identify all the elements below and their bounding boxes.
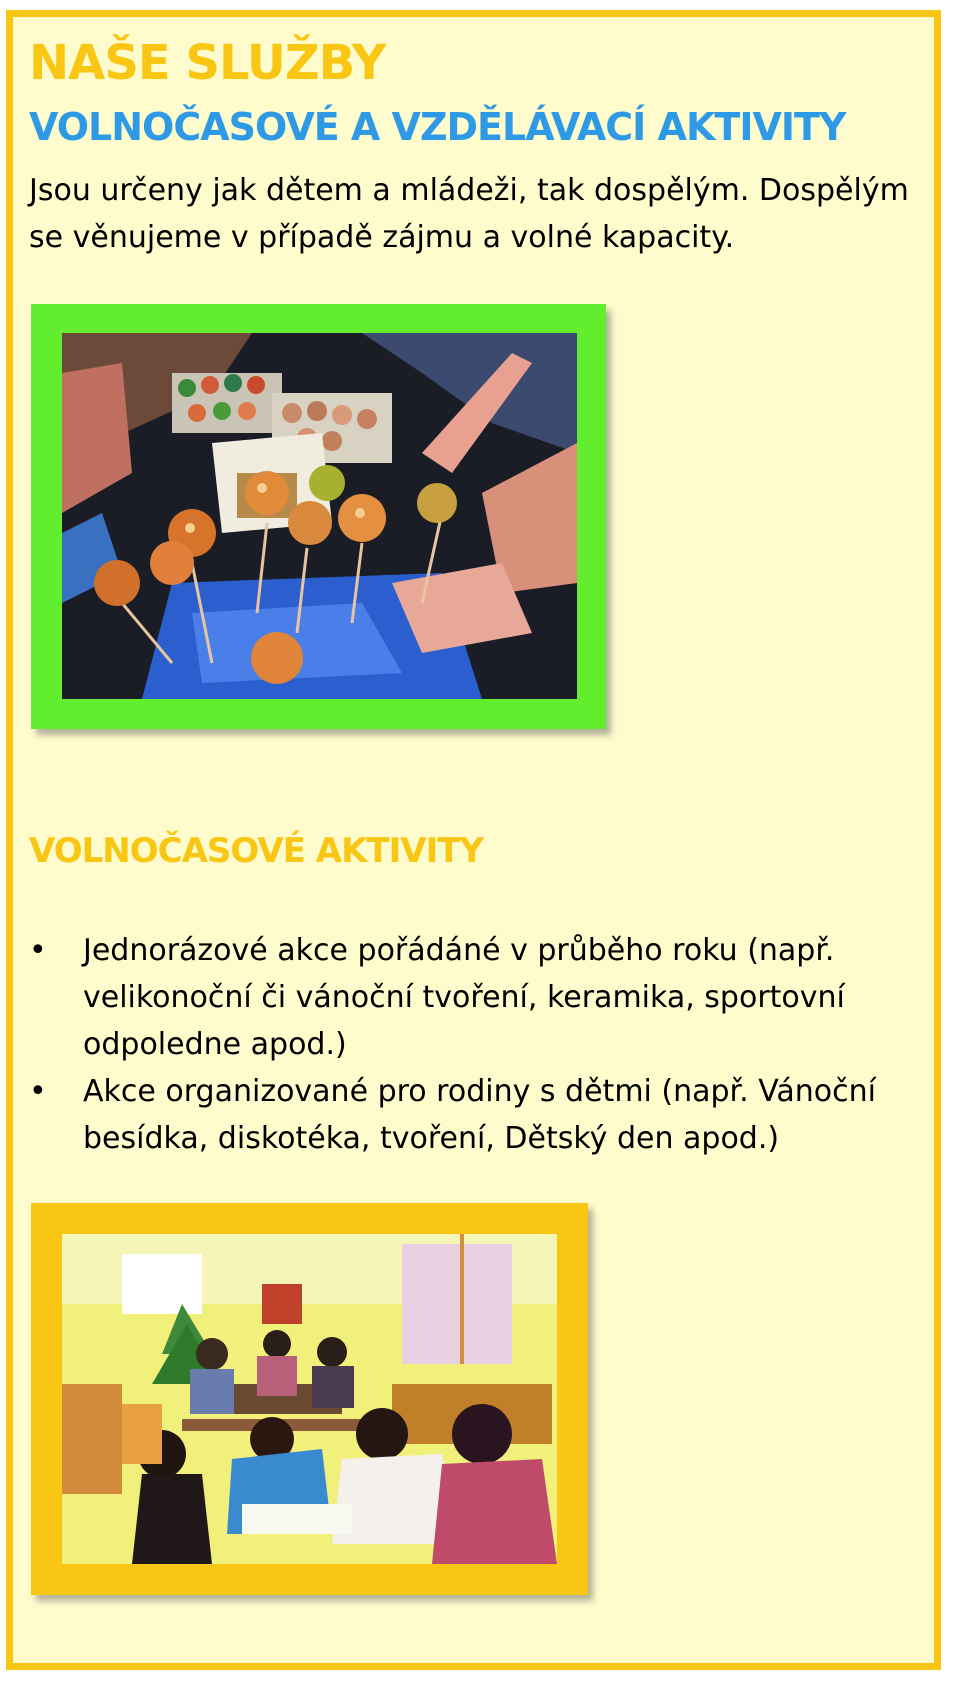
bullet-icon: • [29,1074,47,1109]
bullet-icon: • [29,933,47,968]
page-title: NAŠE SLUŽBY [29,35,386,91]
flyer-page [6,10,941,1670]
list-item-text: Akce organizované pro rodiny s dětmi (např. Vánoční besídka, diskotéka, tvoření, Dětský den apod.) [83,1074,876,1156]
page-subtitle: VOLNOČASOVÉ A VZDĚLÁVACÍ AKTIVITY [29,105,846,149]
list-item-text: Jednorázové akce pořádáné v průběho roku (např. velikonoční či vánoční tvoření, keramika, sportovní odpoledne apod.) [83,933,845,1062]
list-item [29,927,929,1068]
photo-frame-green [31,304,606,729]
intro-paragraph: Jsou určeny jak dětem a mládeži, tak dospělým. Dospělým se věnujeme v případě zájmu a volné kapacity. [29,173,909,255]
list-item [29,1068,929,1162]
section-heading: VOLNOČASOVÉ AKTIVITY [29,831,484,871]
family-workshop-illustration [62,1234,557,1564]
activities-list [29,927,929,1162]
family-workshop-photo [62,1234,557,1564]
photo-frame-gold [31,1203,588,1595]
easter-crafts-illustration [62,333,577,699]
easter-crafts-photo [62,333,577,699]
